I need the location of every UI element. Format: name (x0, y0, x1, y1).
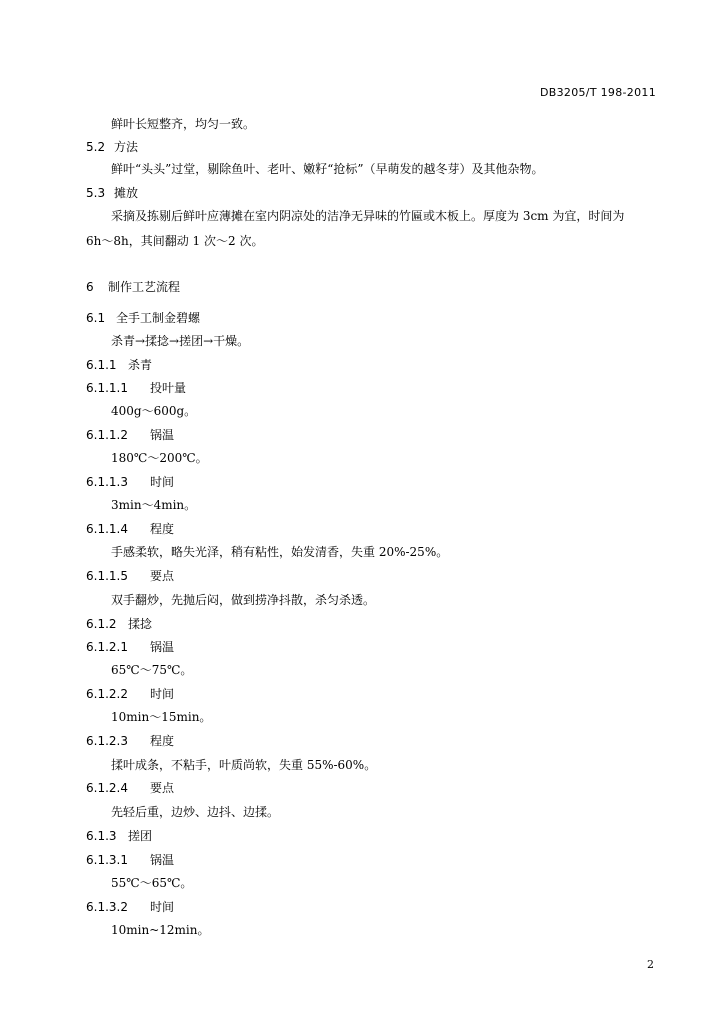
section-heading (86, 616, 152, 632)
section-heading (86, 568, 174, 584)
section-number: 6.1.2 (86, 617, 117, 631)
section-number: 6.1.1.2 (86, 428, 128, 442)
section-title: 全手工制金碧螺 (116, 311, 201, 325)
section-heading (86, 521, 174, 537)
body-paragraph: 揉叶成条，不粘手，叶质尚软，失重 55%-60%。 (111, 758, 377, 772)
section-heading (86, 733, 174, 749)
section-title: 程度 (150, 734, 175, 748)
section-number: 6.1.1.5 (86, 569, 128, 583)
section-title: 时间 (150, 687, 175, 701)
section-title: 要点 (150, 569, 175, 583)
section-number: 6.1.2.2 (86, 687, 128, 701)
section-heading (86, 639, 174, 655)
section-heading (86, 185, 138, 201)
section-title: 方法 (114, 140, 139, 154)
section-title: 锅温 (150, 853, 175, 867)
section-heading (86, 852, 174, 868)
body-paragraph: 先轻后重，边炒、边抖、边揉。 (111, 805, 280, 819)
section-heading (86, 474, 174, 490)
section-title: 搓团 (128, 829, 153, 843)
section-number: 6.1.2.1 (86, 640, 128, 654)
section-title: 摊放 (114, 186, 139, 200)
section-number: 6.1.3.2 (86, 900, 128, 914)
section-title: 锅温 (150, 640, 175, 654)
section-number: 6.1.2.3 (86, 734, 128, 748)
body-paragraph: 180℃～200℃。 (111, 451, 208, 465)
section-title: 时间 (150, 475, 175, 489)
page-number: 2 (647, 958, 654, 971)
section-number: 6.1.3.1 (86, 853, 128, 867)
section-title: 要点 (150, 781, 175, 795)
body-paragraph: 手感柔软，略失光泽，稍有粘性，始发清香，失重 20%-25%。 (111, 545, 449, 559)
section-heading (86, 899, 174, 915)
section-title: 锅温 (150, 428, 175, 442)
body-paragraph: 55℃～65℃。 (111, 876, 193, 890)
section-number: 6.1 (86, 311, 106, 325)
body-paragraph: 400g～600g。 (111, 404, 197, 418)
section-title: 程度 (150, 522, 175, 536)
section-number: 6.1.1.1 (86, 381, 128, 395)
section-heading (86, 427, 174, 443)
body-paragraph: 采摘及拣剔后鲜叶应薄摊在室内阴凉处的洁净无异味的竹匾或木板上。厚度为 3cm 为宜，时间为 (111, 209, 625, 223)
section-heading (86, 310, 200, 326)
section-title: 投叶量 (150, 381, 187, 395)
document-code: DB3205/T 198-2011 (540, 86, 656, 99)
body-paragraph: 鲜叶长短整齐，均匀一致。 (111, 117, 256, 131)
section-number: 5.3 (86, 186, 106, 200)
section-title: 制作工艺流程 (108, 280, 181, 294)
body-paragraph: 杀青→揉捻→搓团→干燥。 (111, 334, 250, 348)
body-paragraph: 65℃～75℃。 (111, 663, 193, 677)
body-paragraph: 3min～4min。 (111, 498, 197, 512)
section-number: 6 (86, 280, 94, 294)
section-number: 5.2 (86, 140, 106, 154)
body-paragraph: 双手翻炒，先抛后闷，做到捞净抖散，杀匀杀透。 (111, 593, 376, 607)
section-heading (86, 686, 174, 702)
section-heading (86, 380, 186, 396)
section-number: 6.1.1.4 (86, 522, 128, 536)
body-paragraph: 10min~12min。 (111, 923, 210, 937)
section-number: 6.1.1.3 (86, 475, 128, 489)
section-heading (86, 828, 152, 844)
section-heading (86, 139, 138, 155)
section-heading (86, 780, 174, 796)
section-number: 6.1.2.4 (86, 781, 128, 795)
section-title: 杀青 (128, 358, 153, 372)
section-heading (86, 279, 180, 295)
body-paragraph: 鲜叶“头头”过堂，剔除鱼叶、老叶、嫩籽“抢标”（早萌发的越冬芽）及其他杂物。 (111, 162, 544, 176)
section-title: 揉捻 (128, 617, 153, 631)
section-number: 6.1.3 (86, 829, 117, 843)
section-title: 时间 (150, 900, 175, 914)
body-paragraph: 10min～15min。 (111, 710, 212, 724)
body-paragraph: 6h～8h，其间翻动 1 次～2 次。 (86, 234, 264, 248)
section-number: 6.1.1 (86, 358, 117, 372)
section-heading (86, 357, 152, 373)
